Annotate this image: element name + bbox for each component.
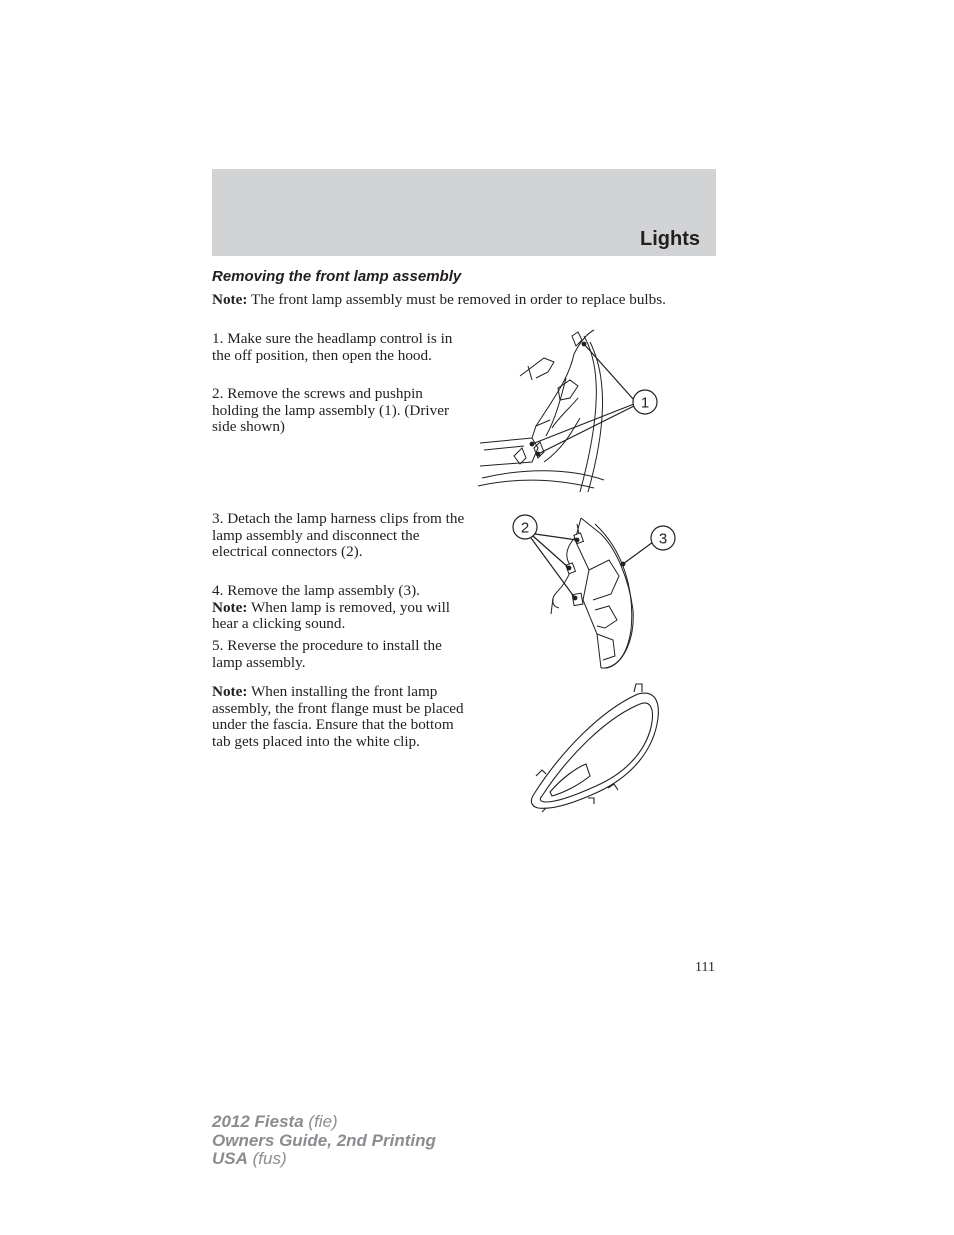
install-note <box>212 684 470 750</box>
lamp-harness-illustration <box>505 510 685 672</box>
note-text: The front lamp assembly must be removed in order to replace bulbs. <box>247 291 666 308</box>
footer-line-1 <box>212 1113 436 1132</box>
callout-3-label: 3 <box>658 530 668 548</box>
step-4-note-text: When lamp is removed, you will hear a clicking sound. <box>212 598 451 632</box>
step-2: 2. Remove the screws and pushpin holding the lamp assembly (1). (Driver side shown) <box>212 385 450 435</box>
lamp-mounting-illustration <box>474 328 666 494</box>
step-5: 5. Reverse the procedure to install the lamp assembly. <box>212 637 442 671</box>
callout-2-label: 2 <box>520 519 530 537</box>
footer-model-code: (fie) <box>303 1112 338 1131</box>
step-3: 3. Detach the lamp harness clips from the lamp assembly and disconnect the electrical connectors (2). <box>212 510 465 560</box>
section-header-band <box>212 169 716 256</box>
step-4-text: 4. Remove the lamp assembly (3). <box>212 582 420 599</box>
footer-market-code: (fus) <box>247 1149 287 1168</box>
note-text: When installing the front lamp assembly, the front flange must be placed under the fascia. Ensure that the bottom tab gets placed into the white clip. <box>212 683 464 750</box>
footer-model: 2012 Fiesta <box>212 1112 304 1131</box>
footer-line-3 <box>212 1150 436 1169</box>
note-label: Note: <box>212 683 248 700</box>
headlamp-assembly-illustration <box>522 680 664 816</box>
intro-note <box>212 292 702 309</box>
footer-line-2: Owners Guide, 2nd Printing <box>212 1130 436 1150</box>
note-label: Note: <box>212 291 248 308</box>
step-4 <box>212 583 467 633</box>
callout-1-label: 1 <box>640 394 650 412</box>
step-1: 1. Make sure the headlamp control is in the off position, then open the hood. <box>212 330 453 364</box>
step-4-note-label: Note: <box>212 598 248 616</box>
document-footer <box>212 1113 436 1169</box>
page-number: 111 <box>695 960 715 975</box>
footer-market: USA <box>212 1149 248 1168</box>
subheading: Removing the front lamp assembly <box>212 268 462 285</box>
section-title: Lights <box>640 228 700 250</box>
